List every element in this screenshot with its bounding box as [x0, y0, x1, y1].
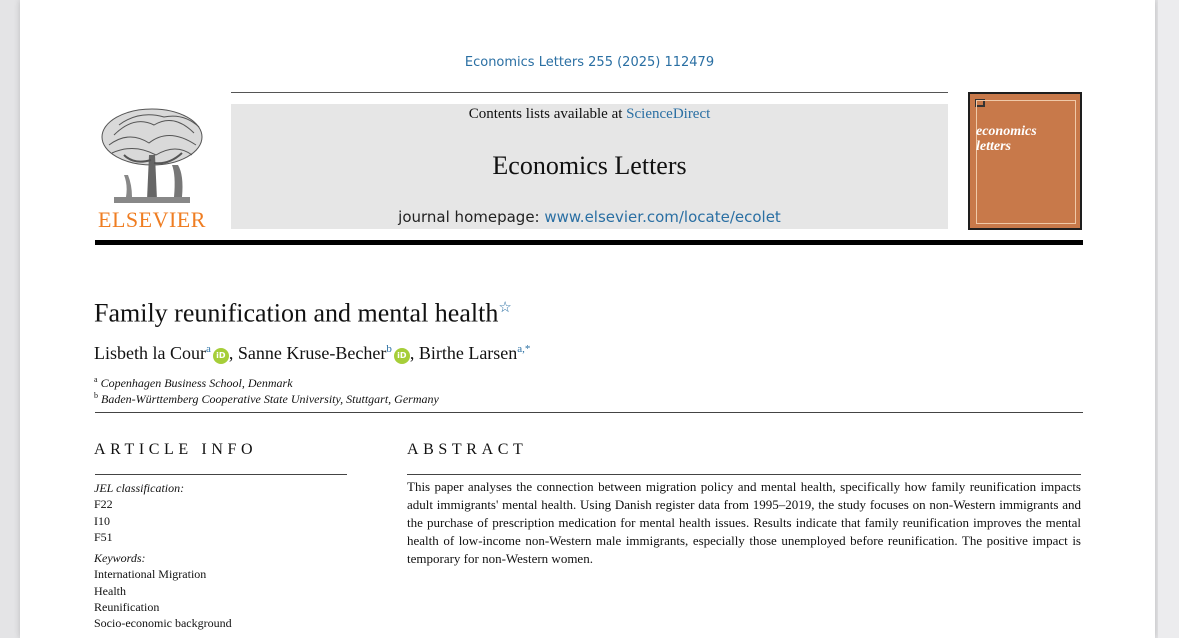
sciencedirect-link[interactable]: ScienceDirect	[626, 106, 711, 122]
keyword: Health	[94, 583, 126, 598]
header-bottom-rule	[95, 240, 1083, 245]
cover-background	[970, 94, 1080, 228]
cover-frame	[976, 100, 1076, 224]
cover-title	[976, 124, 1066, 154]
jel-code: F51	[94, 529, 113, 544]
abstract-rule	[407, 474, 1081, 475]
author-affiliation-sup[interactable]: b	[386, 343, 392, 355]
abstract-heading: ABSTRACT	[407, 441, 528, 458]
article-title-text: Family reunification and mental health	[94, 298, 499, 328]
author-name[interactable]: Lisbeth la Cour	[94, 343, 206, 363]
author-name[interactable]: Sanne Kruse-Becher	[237, 343, 387, 363]
scrollbar[interactable]	[1158, 0, 1179, 638]
author-separator: ,	[409, 343, 419, 363]
contents-line	[231, 106, 948, 123]
jel-label: JEL classification:	[94, 481, 185, 495]
article-title	[94, 298, 512, 329]
contents-prefix: Contents lists available at	[468, 106, 627, 122]
author-separator: ,	[228, 343, 238, 363]
affiliation-a	[94, 375, 293, 391]
author-list	[94, 343, 530, 364]
orcid-icon[interactable]: iD	[394, 348, 410, 364]
keywords-label: Keywords:	[94, 551, 146, 566]
jel-code: I10	[94, 513, 110, 528]
affiliation-text: Copenhagen Business School, Denmark	[100, 376, 293, 390]
header-top-rule	[231, 92, 948, 93]
journal-cover	[968, 92, 1082, 230]
author-name[interactable]: Birthe Larsen	[418, 343, 518, 363]
author-affiliation-sup[interactable]: a,*	[517, 343, 531, 355]
article-info-block	[94, 480, 344, 632]
homepage-line	[231, 208, 948, 226]
cover-title-line-1: economics	[976, 124, 1037, 139]
affiliation-rule	[95, 412, 1083, 413]
homepage-link[interactable]: www.elsevier.com/locate/ecolet	[544, 208, 781, 226]
cover-title-line-2: letters	[976, 139, 1011, 154]
keyword: International Migration	[94, 567, 207, 582]
keyword: Reunification	[94, 600, 160, 615]
affiliation-text: Baden-Württemberg Cooperative State University, Stuttgart, Germany	[101, 392, 439, 406]
title-footnote-star-icon[interactable]: ☆	[498, 300, 512, 316]
journal-title: Economics Letters	[492, 151, 687, 180]
elsevier-wordmark: ELSEVIER	[98, 207, 206, 232]
affiliation-b	[94, 391, 439, 407]
jel-code: F22	[94, 497, 113, 512]
article-info-rule	[95, 474, 347, 475]
journal-banner	[231, 104, 948, 229]
orcid-icon[interactable]: iD	[213, 348, 229, 364]
affiliation-sup: b	[94, 391, 98, 400]
homepage-prefix: journal homepage:	[398, 208, 545, 226]
article-info-heading: ARTICLE INFO	[94, 441, 258, 458]
affiliation-sup: a	[94, 375, 98, 384]
keyword: Socio-economic background	[94, 616, 232, 631]
journal-reference[interactable]: Economics Letters 255 (2025) 112479	[464, 55, 715, 70]
author-affiliation-sup[interactable]: a	[205, 343, 211, 355]
abstract-text: This paper analyses the connection between migration policy and mental health, specifically how family reunification impacts adult immigrants' mental health. Using Danish register data from 1995–2019, the study focuses on non-Western immigrants and the purchase of prescription medication for mental health issues. Results indicate that family reunification improves the mental health of low-income non-Western male immigrants, especially those unemployed before reunification. The positive impact is temporary for non-Western women.	[407, 479, 1081, 566]
